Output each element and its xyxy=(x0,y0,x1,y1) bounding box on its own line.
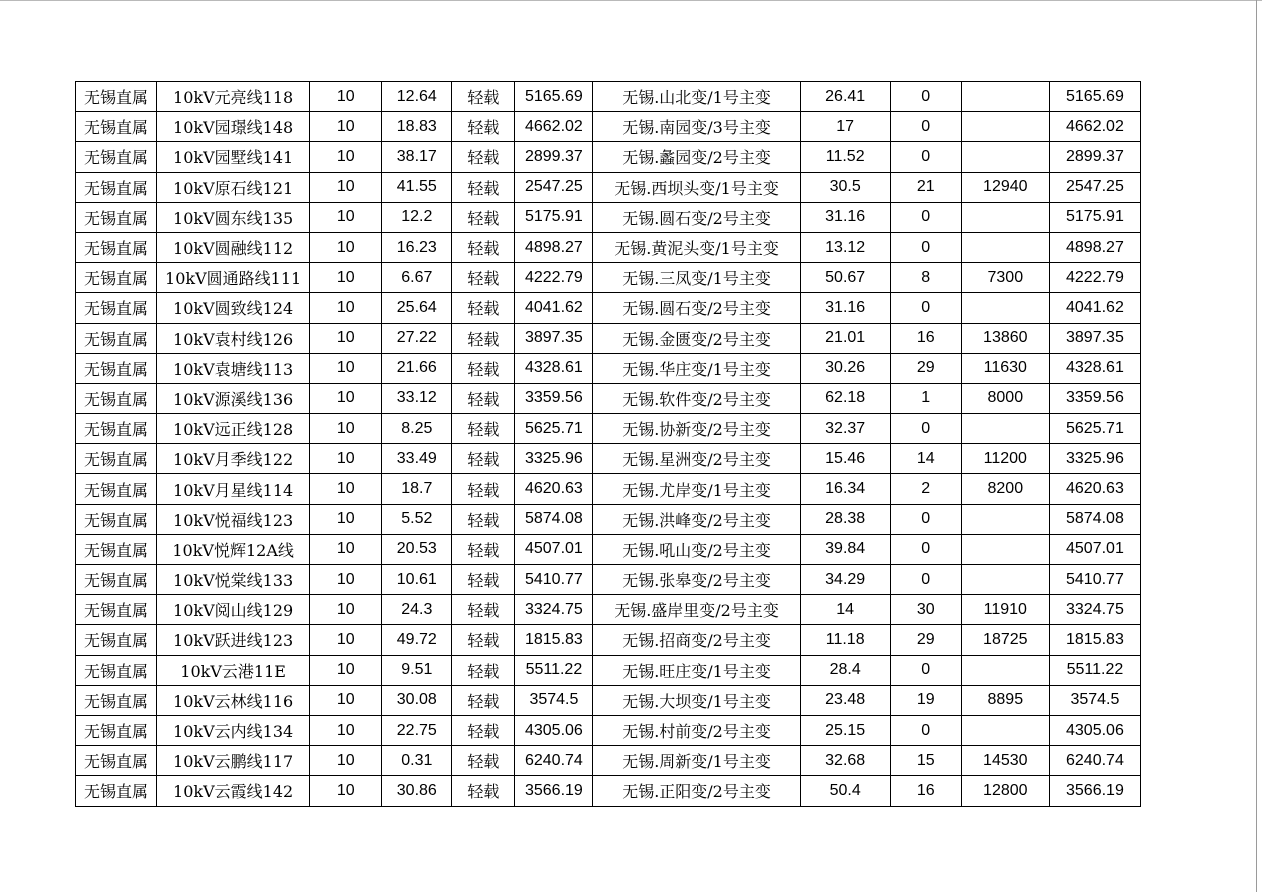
feeder-load-table xyxy=(75,81,1141,807)
table-row xyxy=(76,655,1141,685)
available-capacity-cell: 3325.96 xyxy=(1049,444,1140,474)
voltage-cell: 10 xyxy=(310,534,382,564)
voltage-cell: 10 xyxy=(310,383,382,413)
capacity-cell: 4305.06 xyxy=(515,715,593,745)
transformer-load-rate-cell: 23.48 xyxy=(800,685,890,715)
company-cell: 无锡直属 xyxy=(76,142,157,172)
page-right-border xyxy=(1256,0,1257,892)
voltage-cell: 10 xyxy=(310,776,382,806)
count-cell: 14 xyxy=(890,444,961,474)
table-row xyxy=(76,715,1141,745)
load-status-cell: 轻载 xyxy=(452,685,515,715)
load-rate-cell: 49.72 xyxy=(382,625,452,655)
available-capacity-cell: 3897.35 xyxy=(1049,323,1140,353)
substation-transformer-cell: 无锡.南园变/3号主变 xyxy=(593,112,800,142)
count-cell: 15 xyxy=(890,746,961,776)
transformer-load-rate-cell: 31.16 xyxy=(800,202,890,232)
load-status-cell: 轻载 xyxy=(452,232,515,262)
company-cell: 无锡直属 xyxy=(76,776,157,806)
company-cell: 无锡直属 xyxy=(76,263,157,293)
line-name-cell: 10kV阅山线129 xyxy=(157,595,310,625)
count-cell: 0 xyxy=(890,232,961,262)
capacity-cell: 4222.79 xyxy=(515,263,593,293)
value-cell xyxy=(961,293,1049,323)
table-row xyxy=(76,776,1141,806)
line-name-cell: 10kV袁村线126 xyxy=(157,323,310,353)
available-capacity-cell: 1815.83 xyxy=(1049,625,1140,655)
value-cell: 7300 xyxy=(961,263,1049,293)
capacity-cell: 5175.91 xyxy=(515,202,593,232)
value-cell: 8895 xyxy=(961,685,1049,715)
load-status-cell: 轻载 xyxy=(452,323,515,353)
available-capacity-cell: 4620.63 xyxy=(1049,474,1140,504)
voltage-cell: 10 xyxy=(310,685,382,715)
table-row xyxy=(76,504,1141,534)
count-cell: 19 xyxy=(890,685,961,715)
load-rate-cell: 21.66 xyxy=(382,353,452,383)
value-cell xyxy=(961,655,1049,685)
table-row xyxy=(76,746,1141,776)
table-body xyxy=(76,82,1141,807)
load-status-cell: 轻载 xyxy=(452,565,515,595)
company-cell: 无锡直属 xyxy=(76,595,157,625)
count-cell: 0 xyxy=(890,293,961,323)
transformer-load-rate-cell: 14 xyxy=(800,595,890,625)
substation-transformer-cell: 无锡.金匮变/2号主变 xyxy=(593,323,800,353)
voltage-cell: 10 xyxy=(310,202,382,232)
substation-transformer-cell: 无锡.圆石变/2号主变 xyxy=(593,293,800,323)
line-name-cell: 10kV园墅线141 xyxy=(157,142,310,172)
line-name-cell: 10kV云霞线142 xyxy=(157,776,310,806)
line-name-cell: 10kV月星线114 xyxy=(157,474,310,504)
load-status-cell: 轻载 xyxy=(452,746,515,776)
load-status-cell: 轻载 xyxy=(452,444,515,474)
capacity-cell: 2547.25 xyxy=(515,172,593,202)
load-status-cell: 轻载 xyxy=(452,172,515,202)
table-row xyxy=(76,293,1141,323)
voltage-cell: 10 xyxy=(310,625,382,655)
company-cell: 无锡直属 xyxy=(76,534,157,564)
available-capacity-cell: 5410.77 xyxy=(1049,565,1140,595)
load-rate-cell: 33.49 xyxy=(382,444,452,474)
load-status-cell: 轻载 xyxy=(452,142,515,172)
voltage-cell: 10 xyxy=(310,474,382,504)
voltage-cell: 10 xyxy=(310,715,382,745)
voltage-cell: 10 xyxy=(310,655,382,685)
capacity-cell: 5165.69 xyxy=(515,82,593,112)
line-name-cell: 10kV圆东线135 xyxy=(157,202,310,232)
company-cell: 无锡直属 xyxy=(76,504,157,534)
capacity-cell: 3897.35 xyxy=(515,323,593,353)
load-rate-cell: 33.12 xyxy=(382,383,452,413)
transformer-load-rate-cell: 15.46 xyxy=(800,444,890,474)
available-capacity-cell: 4898.27 xyxy=(1049,232,1140,262)
voltage-cell: 10 xyxy=(310,142,382,172)
value-cell xyxy=(961,414,1049,444)
line-name-cell: 10kV远正线128 xyxy=(157,414,310,444)
value-cell xyxy=(961,202,1049,232)
transformer-load-rate-cell: 62.18 xyxy=(800,383,890,413)
transformer-load-rate-cell: 25.15 xyxy=(800,715,890,745)
line-name-cell: 10kV云鹏线117 xyxy=(157,746,310,776)
value-cell xyxy=(961,534,1049,564)
load-status-cell: 轻载 xyxy=(452,263,515,293)
voltage-cell: 10 xyxy=(310,232,382,262)
available-capacity-cell: 3574.5 xyxy=(1049,685,1140,715)
available-capacity-cell: 3566.19 xyxy=(1049,776,1140,806)
load-status-cell: 轻载 xyxy=(452,202,515,232)
transformer-load-rate-cell: 34.29 xyxy=(800,565,890,595)
count-cell: 0 xyxy=(890,414,961,444)
substation-transformer-cell: 无锡.大坝变/1号主变 xyxy=(593,685,800,715)
load-status-cell: 轻载 xyxy=(452,383,515,413)
available-capacity-cell: 5165.69 xyxy=(1049,82,1140,112)
count-cell: 16 xyxy=(890,776,961,806)
load-rate-cell: 0.31 xyxy=(382,746,452,776)
load-rate-cell: 30.86 xyxy=(382,776,452,806)
transformer-load-rate-cell: 30.26 xyxy=(800,353,890,383)
voltage-cell: 10 xyxy=(310,414,382,444)
company-cell: 无锡直属 xyxy=(76,685,157,715)
transformer-load-rate-cell: 28.4 xyxy=(800,655,890,685)
transformer-load-rate-cell: 30.5 xyxy=(800,172,890,202)
substation-transformer-cell: 无锡.盛岸里变/2号主变 xyxy=(593,595,800,625)
load-rate-cell: 10.61 xyxy=(382,565,452,595)
company-cell: 无锡直属 xyxy=(76,323,157,353)
voltage-cell: 10 xyxy=(310,504,382,534)
line-name-cell: 10kV跃进线123 xyxy=(157,625,310,655)
substation-transformer-cell: 无锡.周新变/1号主变 xyxy=(593,746,800,776)
capacity-cell: 5410.77 xyxy=(515,565,593,595)
substation-transformer-cell: 无锡.山北变/1号主变 xyxy=(593,82,800,112)
load-rate-cell: 24.3 xyxy=(382,595,452,625)
value-cell xyxy=(961,112,1049,142)
available-capacity-cell: 4305.06 xyxy=(1049,715,1140,745)
capacity-cell: 3359.56 xyxy=(515,383,593,413)
load-rate-cell: 12.2 xyxy=(382,202,452,232)
value-cell: 11910 xyxy=(961,595,1049,625)
value-cell xyxy=(961,232,1049,262)
voltage-cell: 10 xyxy=(310,353,382,383)
transformer-load-rate-cell: 28.38 xyxy=(800,504,890,534)
line-name-cell: 10kV圆融线112 xyxy=(157,232,310,262)
voltage-cell: 10 xyxy=(310,565,382,595)
substation-transformer-cell: 无锡.蠡园变/2号主变 xyxy=(593,142,800,172)
capacity-cell: 4620.63 xyxy=(515,474,593,504)
value-cell: 11200 xyxy=(961,444,1049,474)
load-rate-cell: 16.23 xyxy=(382,232,452,262)
table-row xyxy=(76,565,1141,595)
substation-transformer-cell: 无锡.招商变/2号主变 xyxy=(593,625,800,655)
capacity-cell: 4898.27 xyxy=(515,232,593,262)
value-cell xyxy=(961,715,1049,745)
capacity-cell: 3325.96 xyxy=(515,444,593,474)
substation-transformer-cell: 无锡.吼山变/2号主变 xyxy=(593,534,800,564)
load-rate-cell: 18.7 xyxy=(382,474,452,504)
line-name-cell: 10kV云内线134 xyxy=(157,715,310,745)
voltage-cell: 10 xyxy=(310,746,382,776)
capacity-cell: 4041.62 xyxy=(515,293,593,323)
load-rate-cell: 25.64 xyxy=(382,293,452,323)
substation-transformer-cell: 无锡.旺庄变/1号主变 xyxy=(593,655,800,685)
load-status-cell: 轻载 xyxy=(452,625,515,655)
line-name-cell: 10kV圆致线124 xyxy=(157,293,310,323)
capacity-cell: 6240.74 xyxy=(515,746,593,776)
table-row xyxy=(76,232,1141,262)
available-capacity-cell: 4662.02 xyxy=(1049,112,1140,142)
value-cell: 8200 xyxy=(961,474,1049,504)
value-cell xyxy=(961,565,1049,595)
company-cell: 无锡直属 xyxy=(76,414,157,444)
table-row xyxy=(76,383,1141,413)
table-row xyxy=(76,353,1141,383)
count-cell: 8 xyxy=(890,263,961,293)
table-row xyxy=(76,202,1141,232)
substation-transformer-cell: 无锡.星洲变/2号主变 xyxy=(593,444,800,474)
voltage-cell: 10 xyxy=(310,172,382,202)
transformer-load-rate-cell: 17 xyxy=(800,112,890,142)
substation-transformer-cell: 无锡.洪峰变/2号主变 xyxy=(593,504,800,534)
company-cell: 无锡直属 xyxy=(76,82,157,112)
count-cell: 0 xyxy=(890,142,961,172)
count-cell: 0 xyxy=(890,112,961,142)
capacity-cell: 5874.08 xyxy=(515,504,593,534)
value-cell: 12800 xyxy=(961,776,1049,806)
table-row xyxy=(76,263,1141,293)
load-status-cell: 轻载 xyxy=(452,595,515,625)
load-rate-cell: 30.08 xyxy=(382,685,452,715)
count-cell: 0 xyxy=(890,82,961,112)
capacity-cell: 3566.19 xyxy=(515,776,593,806)
count-cell: 16 xyxy=(890,323,961,353)
substation-transformer-cell: 无锡.正阳变/2号主变 xyxy=(593,776,800,806)
count-cell: 30 xyxy=(890,595,961,625)
value-cell: 12940 xyxy=(961,172,1049,202)
table-row xyxy=(76,414,1141,444)
load-status-cell: 轻载 xyxy=(452,504,515,534)
transformer-load-rate-cell: 32.68 xyxy=(800,746,890,776)
substation-transformer-cell: 无锡.黄泥头变/1号主变 xyxy=(593,232,800,262)
available-capacity-cell: 5874.08 xyxy=(1049,504,1140,534)
company-cell: 无锡直属 xyxy=(76,625,157,655)
value-cell: 14530 xyxy=(961,746,1049,776)
load-status-cell: 轻载 xyxy=(452,82,515,112)
company-cell: 无锡直属 xyxy=(76,746,157,776)
table-row xyxy=(76,685,1141,715)
transformer-load-rate-cell: 11.18 xyxy=(800,625,890,655)
load-rate-cell: 22.75 xyxy=(382,715,452,745)
line-name-cell: 10kV月季线122 xyxy=(157,444,310,474)
load-rate-cell: 8.25 xyxy=(382,414,452,444)
line-name-cell: 10kV原石线121 xyxy=(157,172,310,202)
table-row xyxy=(76,142,1141,172)
load-status-cell: 轻载 xyxy=(452,293,515,323)
table-row xyxy=(76,112,1141,142)
load-rate-cell: 12.64 xyxy=(382,82,452,112)
value-cell xyxy=(961,504,1049,534)
load-status-cell: 轻载 xyxy=(452,112,515,142)
company-cell: 无锡直属 xyxy=(76,353,157,383)
count-cell: 29 xyxy=(890,625,961,655)
substation-transformer-cell: 无锡.村前变/2号主变 xyxy=(593,715,800,745)
voltage-cell: 10 xyxy=(310,595,382,625)
substation-transformer-cell: 无锡.圆石变/2号主变 xyxy=(593,202,800,232)
transformer-load-rate-cell: 13.12 xyxy=(800,232,890,262)
count-cell: 2 xyxy=(890,474,961,504)
substation-transformer-cell: 无锡.尤岸变/1号主变 xyxy=(593,474,800,504)
load-rate-cell: 27.22 xyxy=(382,323,452,353)
capacity-cell: 1815.83 xyxy=(515,625,593,655)
transformer-load-rate-cell: 21.01 xyxy=(800,323,890,353)
count-cell: 1 xyxy=(890,383,961,413)
company-cell: 无锡直属 xyxy=(76,202,157,232)
count-cell: 0 xyxy=(890,565,961,595)
transformer-load-rate-cell: 31.16 xyxy=(800,293,890,323)
load-rate-cell: 18.83 xyxy=(382,112,452,142)
capacity-cell: 5511.22 xyxy=(515,655,593,685)
capacity-cell: 4507.01 xyxy=(515,534,593,564)
value-cell: 8000 xyxy=(961,383,1049,413)
count-cell: 0 xyxy=(890,715,961,745)
available-capacity-cell: 2899.37 xyxy=(1049,142,1140,172)
table-row xyxy=(76,474,1141,504)
voltage-cell: 10 xyxy=(310,444,382,474)
count-cell: 0 xyxy=(890,504,961,534)
transformer-load-rate-cell: 11.52 xyxy=(800,142,890,172)
company-cell: 无锡直属 xyxy=(76,383,157,413)
line-name-cell: 10kV袁塘线113 xyxy=(157,353,310,383)
line-name-cell: 10kV园璟线148 xyxy=(157,112,310,142)
transformer-load-rate-cell: 26.41 xyxy=(800,82,890,112)
company-cell: 无锡直属 xyxy=(76,112,157,142)
substation-transformer-cell: 无锡.张皋变/2号主变 xyxy=(593,565,800,595)
page-top-border xyxy=(0,0,1262,1)
capacity-cell: 4328.61 xyxy=(515,353,593,383)
company-cell: 无锡直属 xyxy=(76,293,157,323)
line-name-cell: 10kV源溪线136 xyxy=(157,383,310,413)
load-status-cell: 轻载 xyxy=(452,776,515,806)
company-cell: 无锡直属 xyxy=(76,444,157,474)
substation-transformer-cell: 无锡.软件变/2号主变 xyxy=(593,383,800,413)
load-status-cell: 轻载 xyxy=(452,414,515,444)
value-cell: 13860 xyxy=(961,323,1049,353)
substation-transformer-cell: 无锡.协新变/2号主变 xyxy=(593,414,800,444)
line-name-cell: 10kV悦棠线133 xyxy=(157,565,310,595)
table-row xyxy=(76,444,1141,474)
available-capacity-cell: 6240.74 xyxy=(1049,746,1140,776)
line-name-cell: 10kV元亮线118 xyxy=(157,82,310,112)
table-row xyxy=(76,534,1141,564)
voltage-cell: 10 xyxy=(310,293,382,323)
substation-transformer-cell: 无锡.华庄变/1号主变 xyxy=(593,353,800,383)
capacity-cell: 4662.02 xyxy=(515,112,593,142)
substation-transformer-cell: 无锡.西坝头变/1号主变 xyxy=(593,172,800,202)
count-cell: 0 xyxy=(890,534,961,564)
company-cell: 无锡直属 xyxy=(76,474,157,504)
value-cell xyxy=(961,142,1049,172)
capacity-cell: 5625.71 xyxy=(515,414,593,444)
transformer-load-rate-cell: 32.37 xyxy=(800,414,890,444)
available-capacity-cell: 4507.01 xyxy=(1049,534,1140,564)
value-cell xyxy=(961,82,1049,112)
load-status-cell: 轻载 xyxy=(452,353,515,383)
load-rate-cell: 6.67 xyxy=(382,263,452,293)
voltage-cell: 10 xyxy=(310,263,382,293)
company-cell: 无锡直属 xyxy=(76,655,157,685)
value-cell: 11630 xyxy=(961,353,1049,383)
voltage-cell: 10 xyxy=(310,323,382,353)
line-name-cell: 10kV云港11E xyxy=(157,655,310,685)
table-row xyxy=(76,323,1141,353)
available-capacity-cell: 5511.22 xyxy=(1049,655,1140,685)
load-status-cell: 轻载 xyxy=(452,655,515,685)
substation-transformer-cell: 无锡.三凤变/1号主变 xyxy=(593,263,800,293)
count-cell: 21 xyxy=(890,172,961,202)
available-capacity-cell: 4222.79 xyxy=(1049,263,1140,293)
load-rate-cell: 9.51 xyxy=(382,655,452,685)
load-rate-cell: 20.53 xyxy=(382,534,452,564)
transformer-load-rate-cell: 50.4 xyxy=(800,776,890,806)
company-cell: 无锡直属 xyxy=(76,232,157,262)
load-rate-cell: 5.52 xyxy=(382,504,452,534)
capacity-cell: 3324.75 xyxy=(515,595,593,625)
load-status-cell: 轻载 xyxy=(452,474,515,504)
company-cell: 无锡直属 xyxy=(76,565,157,595)
value-cell: 18725 xyxy=(961,625,1049,655)
voltage-cell: 10 xyxy=(310,112,382,142)
table-row xyxy=(76,595,1141,625)
load-status-cell: 轻载 xyxy=(452,715,515,745)
line-name-cell: 10kV悦辉12A线 xyxy=(157,534,310,564)
transformer-load-rate-cell: 16.34 xyxy=(800,474,890,504)
available-capacity-cell: 5625.71 xyxy=(1049,414,1140,444)
available-capacity-cell: 2547.25 xyxy=(1049,172,1140,202)
line-name-cell: 10kV悦福线123 xyxy=(157,504,310,534)
line-name-cell: 10kV云林线116 xyxy=(157,685,310,715)
count-cell: 0 xyxy=(890,655,961,685)
available-capacity-cell: 3324.75 xyxy=(1049,595,1140,625)
company-cell: 无锡直属 xyxy=(76,715,157,745)
capacity-cell: 2899.37 xyxy=(515,142,593,172)
available-capacity-cell: 3359.56 xyxy=(1049,383,1140,413)
line-name-cell: 10kV圆通路线111 xyxy=(157,263,310,293)
available-capacity-cell: 4041.62 xyxy=(1049,293,1140,323)
table-row xyxy=(76,82,1141,112)
load-rate-cell: 41.55 xyxy=(382,172,452,202)
transformer-load-rate-cell: 50.67 xyxy=(800,263,890,293)
transformer-load-rate-cell: 39.84 xyxy=(800,534,890,564)
available-capacity-cell: 5175.91 xyxy=(1049,202,1140,232)
table-row xyxy=(76,625,1141,655)
load-rate-cell: 38.17 xyxy=(382,142,452,172)
voltage-cell: 10 xyxy=(310,82,382,112)
capacity-cell: 3574.5 xyxy=(515,685,593,715)
count-cell: 29 xyxy=(890,353,961,383)
company-cell: 无锡直属 xyxy=(76,172,157,202)
load-status-cell: 轻载 xyxy=(452,534,515,564)
count-cell: 0 xyxy=(890,202,961,232)
available-capacity-cell: 4328.61 xyxy=(1049,353,1140,383)
table-row xyxy=(76,172,1141,202)
